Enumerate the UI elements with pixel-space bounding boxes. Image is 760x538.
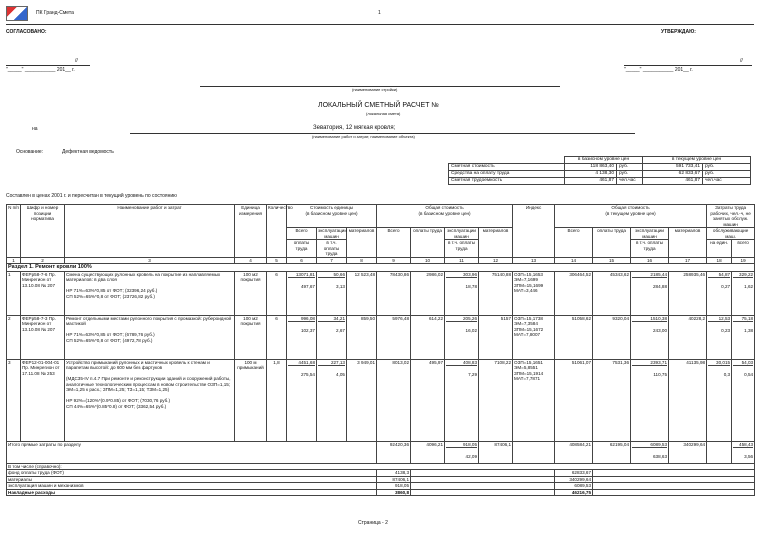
on-label: на [32,126,38,132]
col-unit: Единица измерения [235,205,267,258]
incl-line: фонд оплаты труда (ФОТ) 4138,3 62833,67 [7,470,755,477]
page-number: 1 [378,10,381,16]
col-unit-cost: Стоимость единицы (в базисном уровне цен) [287,205,377,228]
agreed-label: СОГЛАСОВАНО: [6,29,47,35]
column-numbers-row: 1 2 3 4 5 6 7 8 9 10 11 12 13 14 15 16 17 18 19 [7,257,755,264]
doc-title: ЛОКАЛЬНЫЙ СМЕТНЫЙ РАСЧЕТ № [318,102,439,109]
object-hint: (наименование работ и затрат, наименование объекта) [312,134,415,139]
table-row: 1 ФЕРр58-7-6 Пр. Минрегион от 13.10.08 № 207 Смена существующих рулонных кровель на покрытие из наплавляемых материалов: в два слоя НР 71%=63%*0,85 от ФОТ; (32396,24 руб.) СП 52%=65%*0,8 от ФОТ; (23726,82 руб.) 100 м2 покрытия 6 13071,81 497,67 50,66 3,13 12 523,48 78430,86 2986,02 303,96 18,78 75140,88 ОЗП=15,1653 ЭМ=7,1699 ЗПМ=15,1699 МАТ=3,446 306464,52 45343,62 2185,44 284,88 258935,46 54,87 0,27 329,22 1,62 [7,271,755,315]
estimate-table: N п/п Шифр и номер позиции норматива Наименование работ и затрат Единица измерения Количество Стоимость единицы (в базисном уровне цен) Общая стоимость (в базисном уровне цен) Индекс Общая стоимость (в текущем уровне цен) Затраты труда рабочих, чел.-ч, не занятых обслуж. машин Всего эксплуатации машин материалов Всего оплаты труда эксплуатации машин материалов Всего оплаты труда эксплуатации машин материалов обслуживающие маш. оплаты труда в т.ч. оплаты труда в т.ч. оплаты труда в т.ч. оплаты труда на един. всего 1 2 3 4 5 6 7 8 9 10 11 12 13 14 15 16 17 18 19 Раздел 1. Ремонт кровли 100% 1 ФЕРр58-7-6 Пр. Минрегион от 13.10.08 № 207 Смена существующих рулонных кровель на покрытие из наплавляемых материалов: в два слоя НР 71%=63%*0,85 от ФОТ; (32396,24 руб.) СП 52%=65%*0,8 от ФОТ; (23726,82 руб.) 100 м2 покрытия 6 13071,81 497,67 50,66 3,13 12 523,48 78430,86 2986,02 303,96 18,78 75140,88 ОЗП=15,1653 ЭМ=7,1699 ЗПМ=15,1699 МАТ=3,446 306464,52 45343,62 2185,44 284,88 258935,46 54,87 0,27 329,22 1,62 2 ФЕРр58-7-3 Пр. Минрегион от 13.10.08 № 207 Ремонт отдельными местами рулонного покрытия с промазкой: рубероидной мастикой НР 71%=63%*0,85 от ФОТ; (6789,76 руб.) СП 52%=65%*0,8 от ФОТ; (4972,78 руб.) 100 м2 покрытия 6 996,08 102,37 34,21 2,67 859,50 5976,48 614,22 205,26 16,02 5157 ОЗП=15,1738 ЭМ=7,3584 ЗПМ=15,1672 МАТ=7,8007 51058,62 9320,04 1510,38 243,00 40228,2 12,53 0,23 75,18 1,38 3 ФЕР12-01-004-01 Пр. Минрегион от 17.11.08 № 253 Устройство примыканий рулонных и мастичных кровель к стенам и парапетам высотой: до 600 мм без фартуков (МДС35-IV п.4.7 При ремонте и реконструкции зданий и сооружений работы, аналогичные технологическим процессам в новом строительстве ОЗП=1,15; ЭМ=1,25 к расх.; ЗПМ=1,25; ТЗ=1,15; ТЗМ=1,25) НР 92%=(120%*(0.9*0.85) от ФОТ; (7030,76 руб.) СП 44%=65%*(0.85*0.8) от ФОТ; (3362,54 руб.) 100 м примыканий 1,8 4451,68 275,54 227,13 4,05 3 949,01 8013,02 495,97 408,83 7,29 7108,22 ОЗП=15,1651 ЭМ=5,8551 ЗПМ=15,1914 МАТ=7,7871 51061,07 7531,36 2393,71 110,75 41135,98 30,015 0,3 54,03 0,54 Итого прямые затраты по разделу 92420,36 4096,21 918,05 42,09 87406,1 408584,21 62195,04 6089,53 638,63 340299,64 458,43 3,56 В том числе (справочно): фонд оплаты труда (ФОТ) 4138,3 62833,67 материалы 87406,1 340299,64 эксплуатация машин и механизмов 918,05 6089,53 Накладные расходы 3860,8 46216,75 [8,205,754,495]
header-row [7,205,755,228]
incl-line: эксплуатация машин и механизмов 918,05 6089,53 [7,483,755,490]
construction-hint: (наименование стройки) [352,87,398,92]
summary-row: Сметная трудоемкость 461,87 чел.час 461,87 чел.час [449,177,751,184]
overhead-row: Накладные расходы 3860,8 46216,75 [7,489,755,496]
basis-value: Дефектная ведомость [62,149,114,155]
object-name: Зеватория, 12 мягкая кровля; [313,125,396,131]
summary-row: Сметная стоимость 118 863,40 руб. 591 733,41 руб. [449,163,751,170]
totals-row: Итого прямые затраты по разделу 92420,36 4096,21 918,05 42,09 87406,1 408584,21 62195,04 6089,53 638,63 340299,64 458,43 3,56 [7,441,755,463]
col-total-base: Общая стоимость (в базисном уровне цен) [377,205,513,228]
page-footer: Страница - 2 [358,520,388,526]
table-row: 2 ФЕРр58-7-3 Пр. Минрегион от 13.10.08 № 207 Ремонт отдельными местами рулонного покрытия с промазкой: рубероидной мастикой НР 71%=63%*0,85 от ФОТ; (6789,76 руб.) СП 52%=65%*0,8 от ФОТ; (4972,78 руб.) 100 м2 покрытия 6 996,08 102,37 34,21 2,67 859,50 5976,48 614,22 205,26 16,02 5157 ОЗП=15,1738 ЭМ=7,3584 ЗПМ=15,1672 МАТ=7,8007 51058,62 9320,04 1510,38 243,00 40228,2 12,53 0,23 75,18 1,38 [7,315,755,359]
basis-label: Основание: [16,149,44,155]
summary-col-current: в текущем уровне цен [643,157,751,164]
col-qty: Количество [267,205,287,258]
app-logo-icon [6,6,28,21]
approved-label: УТВЕРЖДАЮ: [661,29,696,35]
summary-col-base: в базисном уровне цен [565,157,643,164]
sign-slash-left: // [75,58,78,64]
incl-row: В том числе (справочно): [7,463,755,470]
col-labor: Затраты труда рабочих, чел.-ч, не занятых обслуж. машин [707,205,755,228]
table-row: 3 ФЕР12-01-004-01 Пр. Минрегион от 17.11.08 № 253 Устройство примыканий рулонных и мастичных кровель к стенам и парапетам высотой: до 600 мм без фартуков (МДС35-IV п.4.7 При ремонте и реконструкции зданий и сооружений работы, аналогичные технологическим процессам в новом строительстве ОЗП=1,15; ЭМ=1,25 к расх.; ЗПМ=1,25; ТЗ=1,15; ТЗМ=1,25) НР 92%=(120%*(0.9*0.85) от ФОТ; (7030,76 руб.) СП 44%=65%*(0.85*0.8) от ФОТ; (3362,54 руб.) 100 м примыканий 1,8 4451,68 275,54 227,13 4,05 3 949,01 8013,02 495,97 408,83 7,29 7108,22 ОЗП=15,1651 ЭМ=5,8551 ЗПМ=15,1914 МАТ=7,7871 51061,07 7531,36 2393,71 110,75 41135,98 30,015 0,3 54,03 0,54 [7,359,755,441]
col-total-cur: Общая стоимость (в текущем уровне цен) [555,205,707,228]
section-row: Раздел 1. Ремонт кровли 100% [7,264,755,272]
date-right: "_____" ___________ 201__ г. [624,67,693,73]
incl-line: материалы 87406,1 340299,64 [7,476,755,483]
summary-row: Средства на оплату труда 4 138,30 руб. 62 833,67 руб. [449,170,751,177]
col-n: N п/п [7,205,21,258]
sign-slash-right: // [740,58,743,64]
summary-table [448,156,751,185]
prices-note: Составлен в ценах 2001 г. и пересчитан в текущий уровень по состоянию [6,193,177,199]
doc-subtitle: (локальная смета) [366,111,401,116]
col-index: Индекс [513,205,555,258]
col-name: Наименование работ и затрат [65,205,235,258]
app-name: ПК Гранд-Смета [36,10,74,16]
date-left: "_____" ___________ 201__ г. [6,67,75,73]
col-code: Шифр и номер позиции норматива [21,205,65,258]
